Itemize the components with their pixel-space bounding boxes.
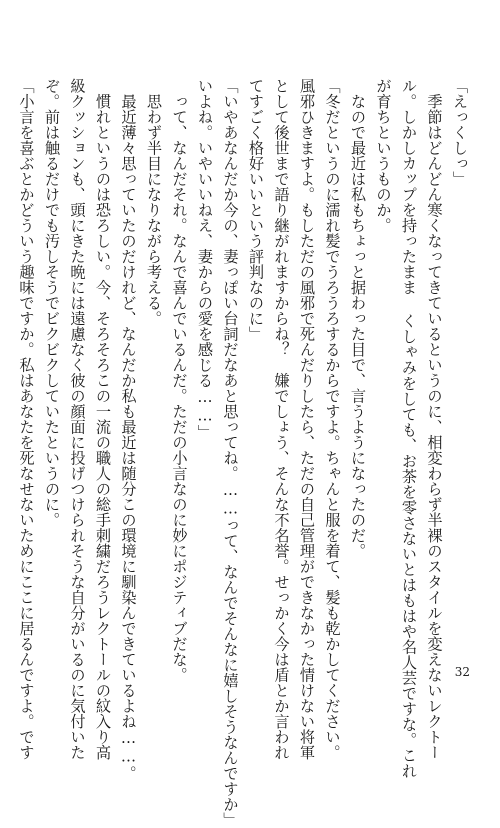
text-line: いよね。いやいいねえ、妻からの愛を感じる……」 (196, 78, 214, 441)
text-line: 思わず半目になりながら考える。 (145, 78, 163, 327)
text-line: 級クッションも、頭にきた晩には遠慮なく彼の顔面に投げつけられそうな自分がいるのに気付いた (68, 78, 87, 761)
text-line: 最近薄々思っていたのだけれど、なんだか私も最近は随分この環境に馴染んできているよね……。 (119, 78, 138, 782)
text-line: 季節はどんどん寒くなってきているというのに、相変わらず半裸のスタイルを変えないレクトー (425, 78, 444, 761)
text-line: 慣れというのは恐ろしい。今、そろそろこの一流の職人の総手刺繍だろうレクトールの紋入り高 (94, 78, 112, 761)
text-line: 風邪ひきますよ。もしただの風邪で死んだりしたら、ただの自己管理ができなかった情けない将軍 (298, 78, 316, 761)
text-line: ル。しかしカップを持ったまま くしゃみをしても、お茶を零さないとはもはや名人芸ですな。これ (400, 78, 418, 779)
text-line: 「小言を喜ぶとかどういう趣味ですか。私はあなたを死なせないためにここに居るんですよ。です (17, 78, 36, 761)
text-line: って、なんだそれ。なんで喜んでいるんだ。ただの小言なのに妙にポジティブだな。 (170, 78, 189, 683)
text-line: が育ちというものか。 (374, 78, 393, 234)
text-line: ぞ。前は触るだけでも汚しそうでビクビクしていたというのに。 (43, 78, 61, 528)
text-line: として後世まで語り継がれますからね？ 嫌でしょう、そんな不名誉。せっかく今は盾とか言われ (272, 78, 291, 761)
text-line: てすごく格好いいという評判なのに」 (247, 78, 265, 342)
text-line: 「えっくしっ」 (451, 78, 469, 187)
text-line: なので最近は私もちょっと据わった目で、言うようになったのだ。 (349, 78, 367, 559)
page-number: 32 (454, 665, 470, 679)
text-line: 「いやあなんだか今の、妻っぽい台詞だなあと思ってね。……って、なんでそんなに嬉しそうなんですか」 (221, 78, 240, 828)
text-line: 「冬だというのに濡れ髪でうろうろするからですよ。ちゃんと服を着て、髪も乾かしてください。 (323, 78, 342, 761)
